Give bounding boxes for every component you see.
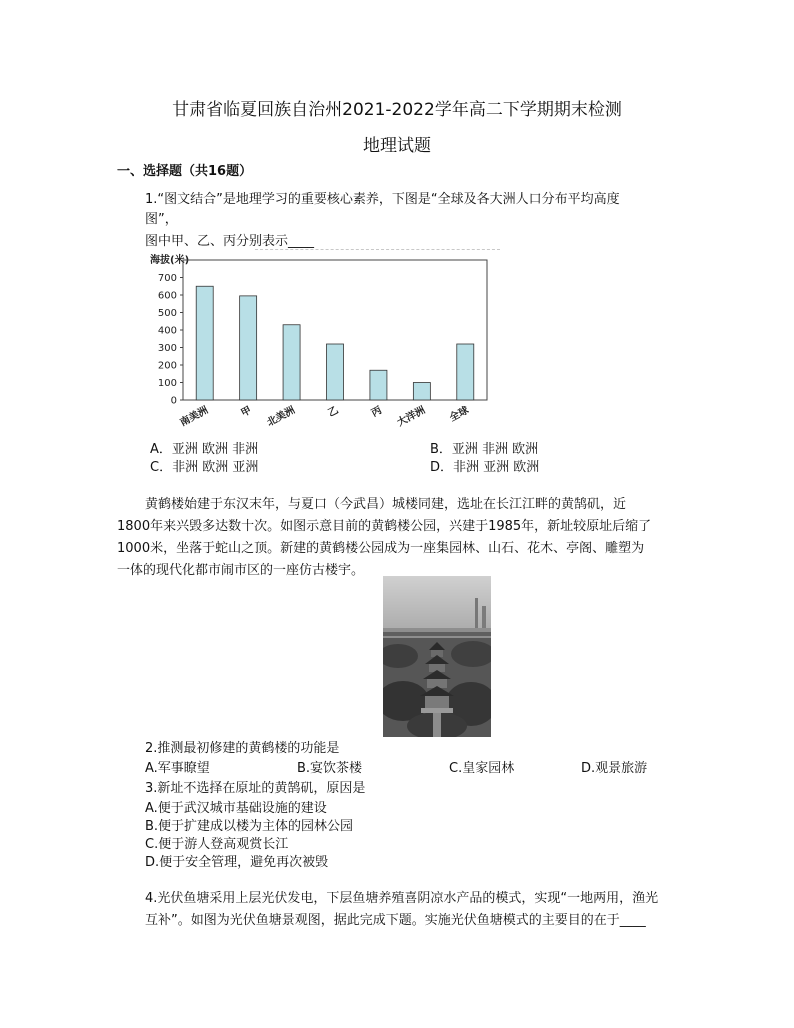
bar: [283, 325, 300, 400]
q1-stem-line1: 1.“图文结合”是地理学习的重要核心素养，下图是“全球及各大洲人口分布平均高度: [145, 192, 620, 207]
y-tick-label: 0: [170, 395, 177, 407]
q1-option-b[interactable]: B．亚洲 非洲 欧洲: [430, 442, 539, 457]
y-tick-label: 400: [157, 325, 177, 337]
bar: [413, 383, 430, 401]
page-title: 甘肃省临夏回族自治州2021-2022学年高二下学期期末检测: [172, 100, 622, 120]
x-tick-label: 丙: [369, 404, 384, 420]
y-tick-label: 200: [157, 360, 177, 372]
q2-option-d[interactable]: D.观景旅游: [581, 761, 648, 776]
q3-option-c[interactable]: C.便于游人登高观赏长江: [145, 837, 289, 852]
bar: [327, 344, 344, 400]
q3-option-b[interactable]: B.便于扩建成以楼为主体的园林公园: [145, 819, 354, 834]
q3-option-a[interactable]: A.便于武汉城市基础设施的建设: [145, 801, 327, 816]
passage-line1: 黄鹤楼始建于东汉末年，与夏口（今武昌）城楼同建，选址在长江江畔的黄鹄矶，近: [145, 497, 627, 512]
passage-line4: 一体的现代化都市闹市区的一座仿古楼宇。: [117, 563, 365, 578]
q3-stem: 3.新址不选择在原址的黄鹄矶，原因是: [145, 781, 366, 796]
yellow-crane-tower-photo: [383, 576, 491, 737]
dashed-divider: [255, 249, 500, 250]
q2-stem: 2.推测最初修建的黄鹤楼的功能是: [145, 741, 340, 756]
y-tick-label: 100: [157, 378, 177, 389]
q1-option-c[interactable]: C．非洲 欧洲 亚洲: [150, 460, 259, 475]
q1-option-a[interactable]: A．亚洲 欧洲 非洲: [150, 442, 259, 457]
passage-line2: 1800年来兴毁多达数十次。如图示意目前的黄鹤楼公园，兴建于1985年，新址较原址后缩了: [117, 519, 652, 534]
x-tick-label: 甲: [239, 404, 254, 420]
bar: [457, 344, 474, 400]
y-tick-label: 500: [157, 308, 177, 319]
y-tick-label: 700: [157, 273, 177, 284]
bar: [196, 286, 213, 400]
section-heading: 一、选择题（共16题）: [117, 164, 253, 179]
passage-line3: 1000米，坐落于蛇山之顶。新建的黄鹤楼公园成为一座集园林、山石、花木、亭阁、雕塑为: [117, 541, 645, 556]
q4-stem-line2: 互补”。如图为光伏鱼塘景观图，据此完成下题。实施光伏鱼塘模式的主要目的在于____: [145, 913, 646, 928]
bar: [240, 296, 257, 400]
q1-option-d[interactable]: D．非洲 亚洲 欧洲: [430, 460, 540, 475]
altitude-bar-chart: [140, 252, 500, 436]
page-subtitle: 地理试题: [363, 136, 431, 156]
q4-stem-line1: 4.光伏鱼塘采用上层光伏发电，下层鱼塘养殖喜阴凉水产品的模式，实现“一地两用，渔光: [145, 891, 659, 906]
q2-option-b[interactable]: B.宴饮茶楼: [297, 761, 363, 776]
x-tick-label: 全球: [447, 404, 471, 425]
x-tick-label: 大洋洲: [395, 404, 428, 429]
x-tick-label: 乙: [326, 404, 341, 420]
q2-option-c[interactable]: C.皇家园林: [449, 761, 515, 776]
q3-option-d[interactable]: D.便于安全管理，避免再次被毁: [145, 855, 329, 870]
q1-stem-line3: 图中甲、乙、丙分别表示____: [145, 234, 315, 249]
x-tick-label: 北美洲: [265, 404, 297, 429]
q2-option-a[interactable]: A.军事瞭望: [145, 761, 210, 776]
x-tick-label: 南美洲: [178, 404, 211, 429]
q1-stem-line2: 图”，: [145, 212, 178, 227]
y-tick-label: 600: [157, 290, 177, 302]
bar: [370, 370, 387, 400]
y-axis-label: 海拔(米): [150, 255, 190, 266]
y-tick-label: 300: [157, 343, 177, 354]
